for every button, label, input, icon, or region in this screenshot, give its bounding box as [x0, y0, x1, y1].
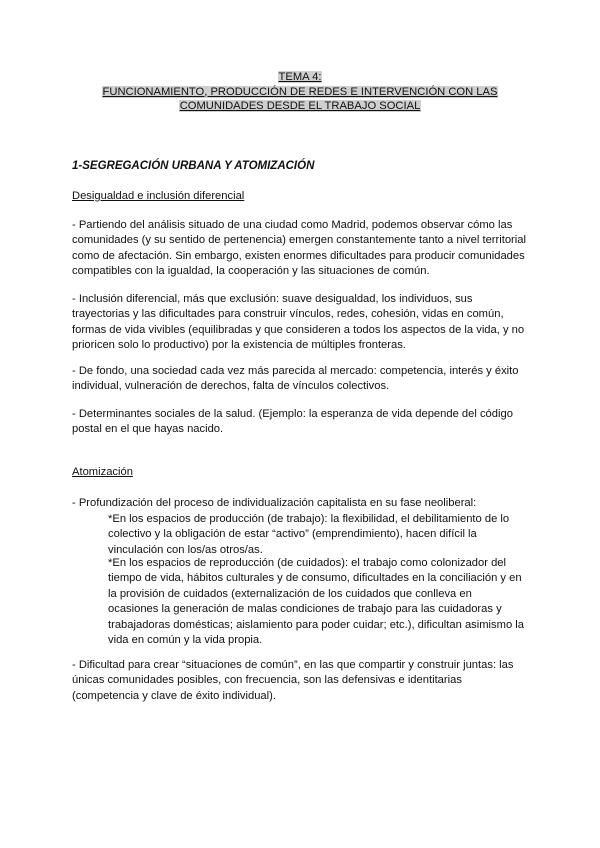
subheading-atomizacion: Atomización [72, 466, 133, 478]
paragraph-4: - Determinantes sociales de la salud. (Ejemplo: la esperanza de vida depende del código postal en el que hayas nacido. [72, 408, 513, 436]
section-title: 1-SEGREGACIÓN URBANA Y ATOMIZACIÓN [72, 160, 315, 172]
paragraph-1: - Partiendo del análisis situado de una ciudad como Madrid, podemos observar cómo las comunidades (y su sentido de pertenencia) emergen constantemente tanto a nivel territorial como de afectación. Sin embargo, existen enormes dificultades para producir comunidades compatibles con la igualdad, la cooperación y las situaciones de común. [72, 219, 526, 278]
paragraph-3: - De fondo, una sociedad cada vez más parecida al mercado: competencia, interés y éxito individual, vulneración de derechos, falta de vínculos colectivos. [72, 365, 519, 393]
bullet-reproduccion: *En los espacios de reproducción (de cuidados): el trabajo como colonizador del tiempo de vida, hábitos culturales y de consumo, dificultades en la conciliación y en la provisión de cuidados (externalización de los cuidados que conlleva en ocasiones la generación de malas condiciones de trabajo para las cuidadoras y trabajadoras domésticas; aislamiento para poder cuidar; etc.), dificultan asimismo la vida en común y la vida propia. [108, 557, 524, 647]
paragraph-2: - Inclusión diferencial, más que exclusión: suave desigualdad, los individuos, sus trayectorias y las dificultades para construir vínculos, redes, cohesión, vidas en común, formas de vida vivibles (equilibradas y que consideren a todos los aspectos de la vida, y no prioricen solo lo productivo) por la existencia de múltiples fronteras. [72, 293, 525, 352]
bullet-produccion: *En los espacios de producción (de trabajo): la flexibilidad, el debilitamiento de lo colectivo y la obligación de estar “activo” (emprendimiento), hacen difícil la vinculación con los/as otros/as. [108, 513, 510, 556]
subheading-desigualdad: Desigualdad e inclusión diferencial [72, 190, 245, 202]
header-line-3: COMUNIDADES DESDE EL TRABAJO SOCIAL [179, 100, 421, 112]
header-line-1: TEMA 4: [278, 71, 322, 83]
paragraph-5: - Profundización del proceso de individualización capitalista en su fase neoliberal: [72, 497, 477, 509]
document-header [100, 70, 500, 114]
paragraph-6: - Dificultad para crear “situaciones de común”, en las que compartir y construir juntas: las únicas comunidades posibles, con frecuencia, son las defensivas e identitarias (competencia y clave de éxito individual). [72, 659, 514, 702]
header-line-2: FUNCIONAMIENTO, PRODUCCIÓN DE REDES E INTERVENCIÓN CON LAS [102, 85, 498, 98]
